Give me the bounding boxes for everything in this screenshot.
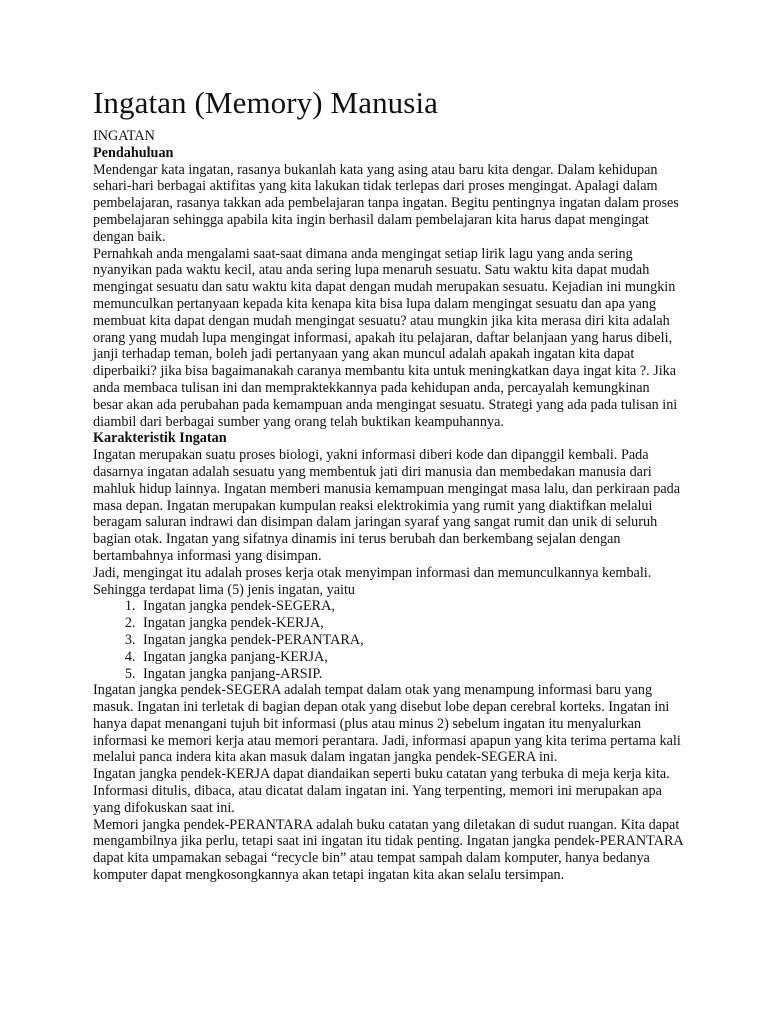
paragraph: Pernahkah anda mengalami saat-saat dimana anda mengingat setiap lirik lagu yang anda sering nyanyikan pada waktu kecil, atau anda sering lupa menaruh sesuatu. Satu waktu kita dapat mudah mengingat sesuatu dan satu waktu kita dapat dengan mudah merupakan sesuatu. Kejadian ini mungkin memunculkan pertanyaan kepada kita kenapa kita bisa lupa dalam mengingat sesuatu dan apa yang membuat kita dapat dengan mudah mengingat sesuatu? atau mungkin jika kita merasa diri kita adalah orang yang mudah lupa mengingat informasi, apakah itu pelajaran, daftar belanjaan yang harus dibeli, janji terhadap teman, boleh jadi pertanyaan yang akan muncul adalah apakah ingatan kita dapat diperbaiki? jika bisa bagaimanakah caranya membantu kita untuk meningkatkan daya ingat kita ?. Jika anda membaca tulisan ini dan mempraktekkannya pada kehidupan anda, percayalah kemungkinan besar akan ada perubahan pada kemampuan anda mengingat sesuatu. Strategi yang ada pada tulisan ini diambil dari berbagai sumber yang orang telah buktikan keampuhannya. — [93, 245, 678, 430]
paragraph: Memori jangka pendek-PERANTARA adalah buku catatan yang diletakan di sudut ruangan. Kita dapat mengambilnya jika perlu, tetapi saat ini ingatan itu tidak penting. Ingatan jangka pendek-PERANTARA dapat kita umpamakan sebagai “recycle bin” atau tempat sampah dalam komputer, hanya bedanya komputer dapat mengkosongkannya akan tetapi ingatan kita akan selalu tersimpan. — [93, 816, 683, 884]
paragraph: Ingatan jangka pendek-SEGERA adalah tempat dalam otak yang menampung informasi baru yang masuk. Ingatan ini terletak di bagian depan otak yang disebut lobe depan cerebral korteks. Ingatan ini hanya dapat menangani tujuh bit informasi (plus atau minus 2) sebelum ingatan itu menyalurkan informasi ke memori kerja atau memori perantara. Jadi, informasi apapun yang kita terima pertama kali melalui panca indera kita akan masuk dalam ingatan jangka pendek-SEGERA ini. — [93, 682, 681, 766]
document-title: Ingatan (Memory) Manusia — [93, 85, 439, 120]
document-subtitle: INGATAN — [93, 128, 155, 144]
list-item: 1. Ingatan jangka pendek-SEGERA, — [139, 598, 683, 615]
paragraph: Ingatan merupakan suatu proses biologi, yakni informasi diberi kode dan dipanggil kembali. Pada dasarnya ingatan adalah sesuatu yang membentuk jati diri manusia dan membedakan manusia dari mahluk hidup lainnya. Ingatan memberi manusia kemampuan mengingat masa lalu, dan perkiraan pada masa depan. Ingatan merupakan kumpulan reaksi elektrokimia yang rumit yang diaktifkan melalui beragam saluran indrawi dan disimpan dalam jaringan syaraf yang sangat rumit dan unik di seluruh bagian otak. Ingatan yang sifatnya dinamis ini terus berubah dan berkembang sejalan dengan bertambahnya informasi yang disimpan. — [93, 447, 681, 564]
list-item: 2. Ingatan jangka pendek-KERJA, — [139, 615, 683, 632]
document-page — [93, 84, 683, 884]
paragraph: Ingatan jangka pendek-KERJA dapat diandaikan seperti buku catatan yang terbuka di meja kerja kita. Informasi ditulis, dibaca, atau dicatat dalam ingatan ini. Yang terpenting, memori ini merupakan apa yang difokuskan saat ini. — [93, 766, 670, 816]
list-item: 4. Ingatan jangka panjang-KERJA, — [139, 649, 683, 666]
paragraph: Mendengar kata ingatan, rasanya bukanlah kata yang asing atau baru kita dengar. Dalam kehidupan sehari-hari berbagai aktifitas yang kita lakukan tidak terlepas dari proses mengingat. Apalagi dalam pembelajaran, rasanya takkan ada pembelajaran tanpa ingatan. Begitu pentingnya ingatan dalam proses pembelajaran sehingga apabila kita ingin berhasil dalam pembelajaran kita harus dapat mengingat dengan baik. — [93, 161, 679, 245]
section-heading-karakteristik: Karakteristik Ingatan — [93, 430, 227, 447]
section-heading-pendahuluan: Pendahuluan — [93, 144, 174, 161]
list-item: 3. Ingatan jangka pendek-PERANTARA, — [139, 632, 683, 649]
memory-types-list — [93, 598, 683, 682]
paragraph: Jadi, mengingat itu adalah proses kerja otak menyimpan informasi dan memunculkannya kembali. Sehingga terdapat lima (5) jenis ingatan, yaitu — [93, 564, 652, 598]
list-item: 5. Ingatan jangka panjang-ARSIP. — [139, 666, 683, 683]
